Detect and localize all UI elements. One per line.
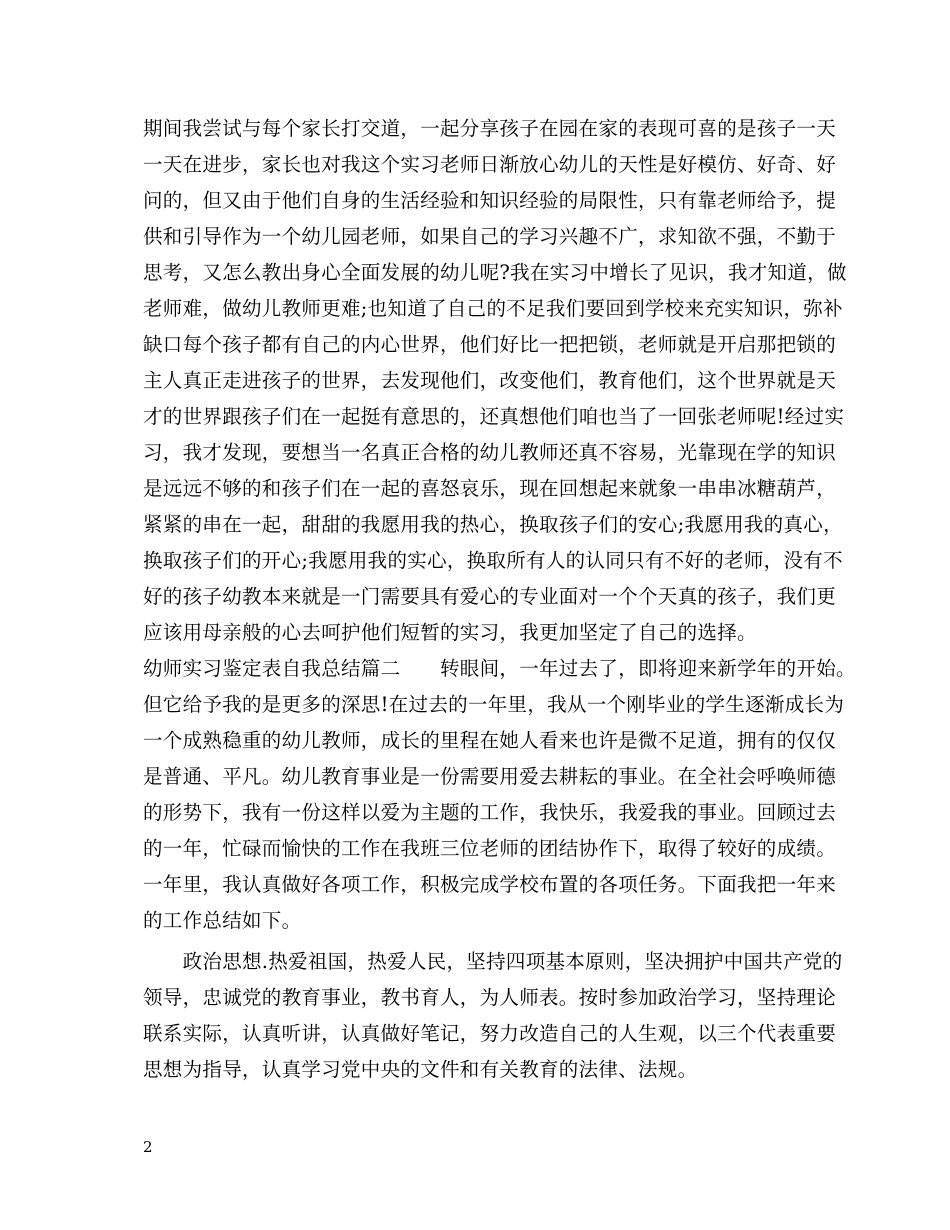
page-number: 2: [143, 1138, 153, 1156]
text-line: 供和引导作为一个幼儿园老师，如果自己的学习兴趣不广，求知欲不强，不勤于: [143, 225, 837, 248]
text-line: 紧紧的串在一起，甜甜的我愿用我的热心，换取孩子们的安心;我愿用我的真心，: [143, 513, 843, 536]
text-line: 的工作总结如下。: [143, 909, 302, 932]
text-line: 老师难，做幼儿教师更难;也知道了自己的不足我们要回到学校来充实知识，弥补: [143, 297, 843, 320]
text-line: 思考，又怎么教出身心全面发展的幼儿呢?我在实习中增长了见识，我才知道，做: [143, 261, 847, 284]
text-line: 一年里，我认真做好各项工作，积极完成学校布置的各项任务。下面我把一年来: [143, 873, 837, 896]
text-line: 应该用母亲般的心去呵护他们短暂的实习，我更加坚定了自己的选择。: [143, 621, 757, 644]
paragraph-start-line: 政治思想.热爱祖国，热爱人民，坚持四项基本原则，坚决拥护中国共产党的: [143, 950, 843, 973]
text-line: 习，我才发现，要想当一名真正合格的幼儿教师还真不容易，光靠现在学的知识: [143, 441, 837, 464]
text-line: 换取孩子们的开心;我愿用我的实心，换取所有人的认同只有不好的老师，没有不: [143, 549, 843, 572]
text-line: 一个成熟稳重的幼儿教师，成长的里程在她人看来也许是微不足道，拥有的仅仅: [143, 729, 837, 752]
text-line: 的一年，忙碌而愉快的工作在我班三位老师的团结协作下，取得了较好的成绩。: [143, 837, 837, 860]
text-line: 但它给予我的是更多的深思!在过去的一年里，我从一个刚毕业的学生逐渐成长为: [143, 693, 845, 716]
text-line: 缺口每个孩子都有自己的内心世界，他们好比一把把锁，老师就是开启那把锁的: [143, 333, 837, 356]
text-line: 领导，忠诚党的教育事业，教书育人，为人师表。按时参加政治学习，坚持理论: [143, 986, 837, 1009]
text-line: 是远远不够的和孩子们在一起的喜怒哀乐，现在回想起来就象一串串冰糖葫芦，: [143, 477, 837, 500]
text-line: 一天在进步，家长也对我这个实习老师日渐放心幼儿的天性是好模仿、好奇、好: [143, 153, 837, 176]
text-line: 才的世界跟孩子们在一起挺有意思的，还真想他们咱也当了一回张老师呢!经过实: [143, 405, 845, 428]
text-line: 主人真正走进孩子的世界，去发现他们，改变他们，教育他们，这个世界就是天: [143, 369, 837, 392]
text-line: 思想为指导，认真学习党中央的文件和有关教育的法律、法规。: [143, 1058, 698, 1081]
text-line: 的形势下，我有一份这样以爱为主题的工作，我快乐，我爱我的事业。回顾过去: [143, 801, 837, 824]
text-line: 好的孩子幼教本来就是一门需要具有爱心的专业面对一个个天真的孩子，我们更: [143, 585, 837, 608]
text-line: 问的，但又由于他们自身的生活经验和知识经验的局限性，只有靠老师给予，提: [143, 189, 837, 212]
section-heading-line: 幼师实习鉴定表自我总结篇二 转眼间，一年过去了，即将迎来新学年的开始。: [143, 657, 856, 680]
text-line: 是普通、平凡。幼儿教育事业是一份需要用爱去耕耘的事业。在全社会呼唤师德: [143, 765, 837, 788]
text-line: 联系实际，认真听讲，认真做好笔记，努力改造自己的人生观，以三个代表重要: [143, 1022, 837, 1045]
text-line: 期间我尝试与每个家长打交道，一起分享孩子在园在家的表现可喜的是孩子一天: [143, 117, 837, 140]
